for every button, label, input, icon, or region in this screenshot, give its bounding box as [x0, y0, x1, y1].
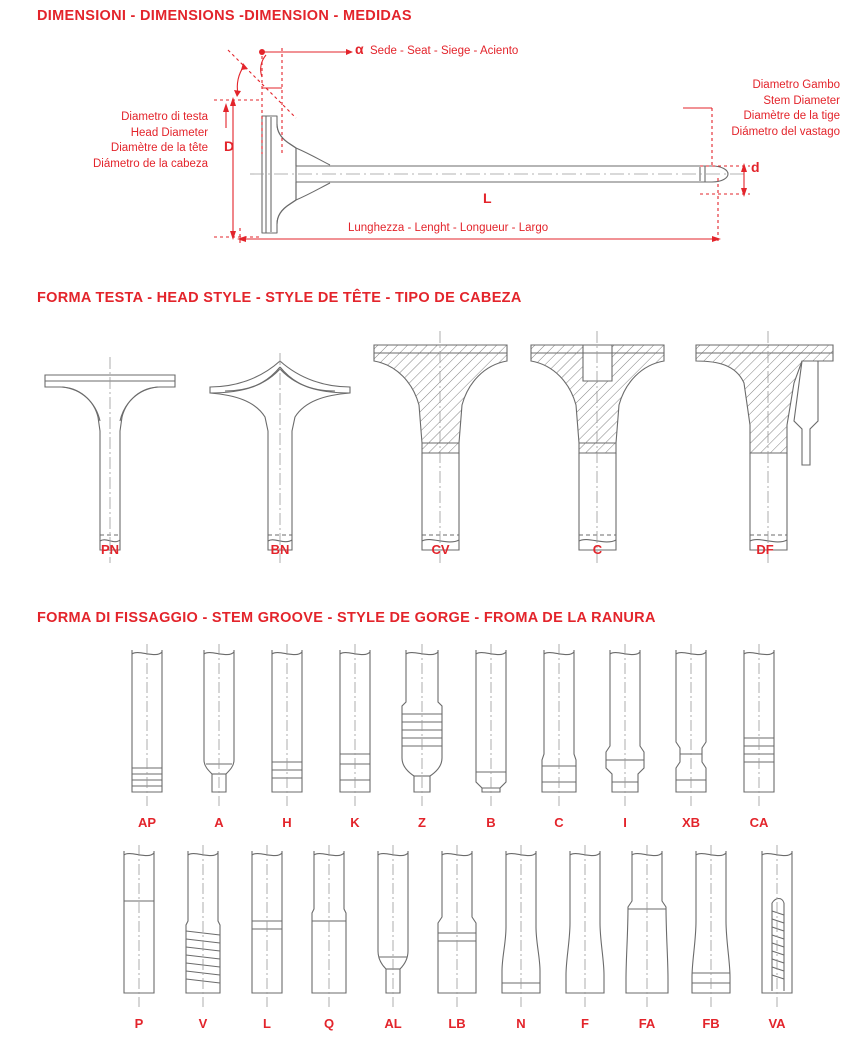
stem-groove-figure-z — [392, 642, 452, 817]
stem-groove-figure-p — [110, 843, 168, 1018]
stem-groove-code-fb: FB — [702, 1016, 720, 1031]
stem-groove-code-n: N — [516, 1016, 526, 1031]
stem-groove-code-k: K — [350, 815, 360, 830]
stem-groove-code-fa: FA — [638, 1016, 656, 1031]
stem-groove-figure-fa — [618, 843, 676, 1018]
dimensions-section — [0, 0, 860, 265]
head-diameter-line-2: Head Diameter — [130, 126, 209, 139]
stem-groove-code-q: Q — [323, 1016, 335, 1031]
stem-groove-figure-h — [258, 642, 316, 817]
stem-groove-figure-i — [596, 642, 654, 817]
head-diameter-line-4: Diámetro de la cabeza — [93, 157, 209, 170]
stem-diameter-line-2: Stem Diameter — [763, 94, 840, 107]
head-diameter-label — [93, 110, 208, 172]
stem-groove-code-v: V — [198, 1016, 208, 1031]
stem-groove-figure-f — [556, 843, 614, 1018]
head-style-code-bn: BN — [270, 542, 290, 557]
stem-diameter-line-3: Diamètre de la tige — [743, 110, 840, 123]
stem-groove-code-z: Z — [418, 815, 426, 830]
stem-groove-figure-q — [300, 843, 358, 1018]
head-style-code-c: C — [592, 542, 603, 557]
stem-groove-figure-fb — [682, 843, 740, 1018]
stem-groove-figure-al — [364, 843, 422, 1018]
stem-groove-code-lb: LB — [448, 1016, 466, 1031]
stem-groove-figure-a — [190, 642, 248, 817]
stem-groove-section — [0, 600, 860, 1051]
stem-diameter-line-1: Diametro Gambo — [752, 79, 840, 91]
stem-diameter-label — [683, 78, 840, 140]
stem-groove-code-a: A — [214, 815, 224, 830]
stem-groove-figure-v — [174, 843, 232, 1018]
stem-groove-code-ap: AP — [137, 815, 157, 830]
head-style-code-pn: PN — [100, 542, 120, 557]
length-letter: L — [483, 190, 492, 206]
stem-groove-figure-n — [492, 843, 550, 1018]
head-style-section-title: FORMA TESTA - HEAD STYLE - STYLE DE TÊTE - TIPO DE CABEZA — [37, 290, 522, 306]
stem-groove-code-p: P — [134, 1016, 144, 1031]
stem-groove-code-ca: CA — [749, 815, 769, 830]
seat-label: Sede - Seat - Siege - Aciento — [370, 45, 519, 57]
stem-groove-code-xb: XB — [681, 815, 701, 830]
stem-groove-code-f: F — [581, 1016, 589, 1031]
stem-groove-code-b: B — [486, 815, 496, 830]
stem-groove-code-l: L — [263, 1016, 271, 1031]
head-diameter-line-3: Diamètre de la tête — [110, 142, 209, 155]
head-style-code-df: DF — [756, 542, 774, 557]
head-style-section — [0, 280, 860, 590]
seat-angle-symbol: α — [355, 41, 364, 57]
stem-groove-figure-lb — [428, 843, 486, 1018]
stem-groove-section-title: FORMA DI FISSAGGIO - STEM GROOVE - STYLE DE GORGE - FROMA DE LA RANURA — [37, 610, 656, 626]
head-diameter-letter: D — [224, 138, 235, 154]
head-diameter-line-1: Diametro di testa — [121, 111, 209, 123]
stem-groove-figure-ca — [730, 642, 788, 817]
stem-groove-figure-ap — [118, 642, 176, 817]
stem-groove-figure-b — [462, 642, 520, 817]
stem-diameter-letter: d — [751, 159, 760, 175]
stem-groove-code-al: AL — [384, 1016, 402, 1031]
stem-groove-code-h: H — [282, 815, 292, 830]
stem-groove-code-c: C — [554, 815, 564, 830]
stem-groove-figure-xb — [662, 642, 720, 817]
stem-groove-figure-l — [238, 843, 296, 1018]
stem-groove-code-i: I — [623, 815, 627, 830]
length-label: Lunghezza - Lenght - Longueur - Largo — [348, 222, 549, 234]
head-style-code-cv: CV — [431, 542, 450, 557]
stem-diameter-line-4: Diámetro del vastago — [731, 125, 840, 138]
dimensions-section-title: DIMENSIONI - DIMENSIONS -DIMENSION - MEDIDAS — [37, 8, 412, 24]
stem-groove-figure-c — [530, 642, 588, 817]
stem-groove-figure-k — [326, 642, 384, 817]
stem-groove-figure-va — [748, 843, 806, 1018]
stem-groove-code-va: VA — [768, 1016, 786, 1031]
